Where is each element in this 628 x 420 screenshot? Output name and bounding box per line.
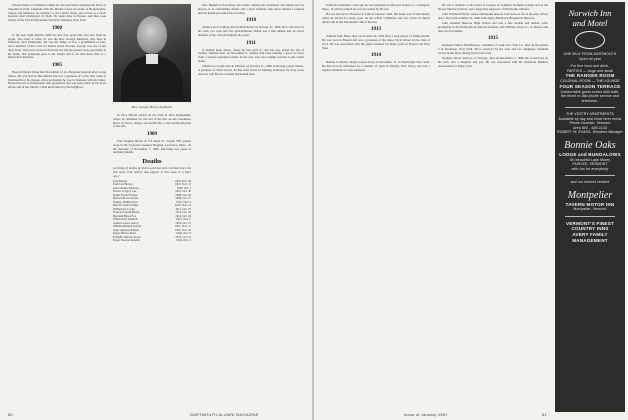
class-note: Fred Stephen Brock of 716 Main St., Salem, NH, passed away in the Lawrence General Hospital, Lawrence, Mass., on the morning of November 7, 1966, following two years of declining health. — [113, 139, 191, 155]
class-note: William John Haley died on October 26, 1966 after a long period of failing health. He was born in Boston and was a graduate of the Amos Tuck School in the class of 1914. He was associated with the paper business for many years in Boston and New York. — [322, 34, 430, 50]
class-note: In 1914 Harold settled on his farm in West Kennebunk, where he remained for the rest of his life. As his classmates knew, he lived a happy and useful life, a real Dartmouth man to the end. — [113, 114, 191, 129]
death-class-date: 1908, Oct. 27 — [175, 196, 191, 201]
class-year-heading: 1900 — [52, 25, 62, 31]
intro-paragraph: Student Pastor at Earlham College for one year before entering the Navy as chaplain in 1942. Chaplain with the Marine Corps in Guam, at Bougainville, Saipan and Okinawa, he returned to the United States and served at a naval hospital until discharged in 1946. He spent time in Europe and then took charge of the First Presbyterian Church in Ossining, New York. — [8, 4, 106, 22]
class-note: He was a member of the board of trustees of Southern Vermont College and of the Dorset Theatre Festival, and a long-time supporter of Dartmouth athletics. — [438, 4, 548, 11]
issue-date: Issue of January 1967 — [404, 412, 448, 417]
death-class-date: 1934, Nov. 2 — [176, 238, 191, 243]
magazine-title: DARTMOUTH ALUMNI MAGAZINE — [190, 412, 259, 417]
ad-title: Norwich Inn and Motel — [568, 8, 612, 28]
left-column-1 — [8, 4, 106, 91]
death-class-date: 1900, Nov. 26 — [174, 178, 191, 183]
montpelier-logo: Montpelier — [567, 189, 613, 201]
death-name: William Ira Cooke — [113, 206, 135, 211]
right-page — [314, 0, 628, 420]
death-class-date: 1913, Oct. 25 — [175, 210, 191, 215]
death-entry — [113, 239, 191, 243]
death-class-date: 1907, Oct. 30 — [175, 189, 191, 194]
deaths-list — [113, 180, 191, 243]
death-name: Bertrand Hayes Fox — [113, 213, 137, 218]
death-name: Francis Edward Hazen — [113, 210, 140, 215]
class-note: Harold Edward Wood died November 12 in a Belgrade hospital after a long illness. He was born in Bloomfield and was a graduate of Colby who came to Dartmouth for his degree. After graduation he was in business with his father. Harold moved to Kennebunk after graduation and was long active in his town affairs and in the church, a man much liked by his neighbors. — [8, 70, 106, 89]
death-name: Ivan Barnes — [113, 178, 127, 183]
death-class-date: 1918, Oct. 31 — [175, 220, 191, 225]
class-year-heading: 1910 — [246, 18, 256, 24]
class-note: A sudden heart attack, where he had gone to visit his son, ended the life of Stanley Tallman Kerr on November 9. Stanley had been making a good recovery from a serious operation earlier in the year and was looking forward to his return home. — [198, 47, 304, 63]
inn-seal-icon — [575, 31, 605, 49]
class-note: Arthur Lewis Lathrop died in Manchester on October 31, 1966. He is survived by his wife, two sons and five grandchildren. Ralph was a fine athlete and an active member of his class throughout the years. — [198, 25, 304, 37]
portrait-photo — [113, 4, 191, 102]
class-year-heading: 1914 — [371, 53, 381, 59]
class-note: Until his retirement a year ago he was president of Jefferson Union Co., Lexington, Mass., in which position he was succeeded by his son. — [322, 4, 430, 11]
death-name: Stanley Tallman Kerr — [113, 199, 138, 204]
page-number: 80 — [8, 412, 13, 417]
death-name: Willard Day Kimball — [113, 217, 138, 222]
class-year-heading: 1905 — [52, 63, 62, 68]
class-note: He was married to Florence E. Link in January, 1920. His home was in Winchester, where he served for many years on the school committee and was active in church affairs and in the Dartmouth Club of Boston. — [322, 12, 430, 24]
deaths-heading: Deaths — [142, 158, 162, 165]
death-name: Arthur Lewis Lathrop — [113, 220, 139, 225]
death-class-date: 1915, Nov. 5 — [176, 217, 191, 222]
death-name: Harold Carlton White — [113, 203, 139, 208]
right-column-2 — [438, 4, 548, 70]
death-name: William Richard Norton — [113, 224, 142, 229]
photo-caption: Rev. George Henry Kaltbach — [131, 105, 173, 109]
death-class-date: 1926, Nov. 8 — [176, 231, 191, 236]
death-name: Sears Appleton Parker — [113, 227, 139, 232]
class-note: Dennis Cochrane Chapin passed away on November 11, in Newburgh, New York. He had lived in retirement for a number of years in Tenafly, New Jersey, and was a regular attendant at Class reunions. — [322, 60, 430, 72]
death-class-date: 1921, Nov. 11 — [174, 224, 191, 229]
class-note: Norman Oliver Stewart, of Chicago, died on December 1, 1966. He is survived by his wife, and a daughter and son. He was associated with the American Bankers Association for many years. — [438, 56, 548, 68]
death-name: Roger Newton Kendall — [113, 238, 140, 243]
left-column-2 — [113, 114, 191, 243]
death-name: Ralph Edward Foster — [113, 192, 138, 197]
death-class-date: 1922, Nov. 18 — [174, 227, 191, 232]
death-class-date: 1931, Oct. 16 — [175, 234, 191, 239]
class-note: Charles Ira Cooke died in Windsor on October 27, 1966, following a short illness. A graduate of Tuck School, he had been active in banking in Boston for forty years and was well known to many Dartmouth men. — [198, 64, 304, 76]
death-name: John Thomas Dickson — [113, 185, 139, 190]
class-note: Mrs. Bennett in San Diego last winter. Among his classmates and friends he was known as an outstanding athlete and a loyal alumnus who never missed a reunion until ill health prevented his traveling. — [198, 4, 304, 15]
death-name: Franklin Webster Wood — [113, 234, 141, 239]
class-year-heading: 1915 — [488, 36, 498, 42]
death-class-date: 1906, Oct. 1 — [176, 185, 191, 190]
death-class-date: 1908, Oct. 20 — [175, 192, 191, 197]
death-name: Herbert Brown Noyes — [113, 196, 139, 201]
class-note: John Normand Hardy, whose Dartmouth interest went back as far as his prep school days, died on November 19, 1966 at the Mary Hitchcock Hospital in Hanover. — [438, 12, 548, 20]
death-class-date: 1910, Nov. 21 — [174, 203, 191, 208]
class-year-heading: 1913 — [371, 27, 381, 33]
death-class-date: 1903, Nov. 13 — [174, 182, 191, 187]
death-class-date: 1910, Nov. 9 — [176, 199, 191, 204]
class-year-heading: 1911 — [246, 40, 256, 46]
right-column-1 — [322, 4, 430, 74]
page-number: 81 — [542, 412, 547, 417]
bonnie-oaks-logo: Bonnie Oaks — [564, 139, 616, 151]
death-name: Robert Lovejoy Lee — [113, 189, 137, 194]
class-note: Kenneth Wallace MacPherson, a member of Camp Two Trail Co., died on November 5 in Rochester, New York. He is survived by his wife and two daughters. Kenneth served in the Navy during both world wars. — [438, 43, 548, 55]
class-note: In the past eight months 1900 has lost four good men and true from its group. The latest to leave us was the Rev. George Kaltbach, who died in Jefferson, New Hampshire. He was the father of two, a grandfather of four, and a member of the Class for almost seven decades. George was one of our most loyal. Word was received from his son that he passed away peacefully at his home. Our sympathy goes to his family and to all who knew him as a friend and classmate. — [8, 32, 106, 60]
left-column-3 — [198, 4, 304, 78]
death-class-date: 1914, Oct. 24 — [175, 213, 191, 218]
left-page — [0, 0, 312, 420]
inn-advertisement: Norwich Inn and Motel ONE MILE FROM DARTMOUTH Open all year For fine food and drink, PARTIES — large and small THE RANGER ROOM COLONIAL ROOM — THE LOUNGE FOUR SEASON TERRACE Comfortable guest rooms with bath, the finest in dial phone service and television. THE VESTRY APARTMENTS Available by day and short term rental Phone Norwich, Vermont Area 802 - 649-1143 ROBERT W. EVANS, Resident Manager Bonnie Oaks LODGE and BUNGALOWS On beautiful Lake Morey FAIRLEE, VERMONT with fun for everybody and our newest venture Montpelier TAVERN MOTOR INN Montpelier, Vermont VERMONT'S FINEST COUNTRY INNS AVERY FAMILY MANAGEMENT — [555, 2, 625, 412]
death-class-date: 1911, Oct. 27 — [175, 206, 191, 211]
death-name: Paul Carl Brown — [113, 182, 133, 187]
deaths-note: [A listing of deaths of which word has been received since the last issue. Full notices may appear in this issue or a later one.] — [113, 166, 191, 178]
death-name: Edgar Horace Reed — [113, 231, 136, 236]
class-year-heading: 1909 — [147, 132, 157, 137]
class-note: John attended Hanover High School and was a fine student and athlete. After graduating from Dartmouth he entered business with Whittier Glass Co. in Boston and later lived in Maine. — [438, 21, 548, 33]
